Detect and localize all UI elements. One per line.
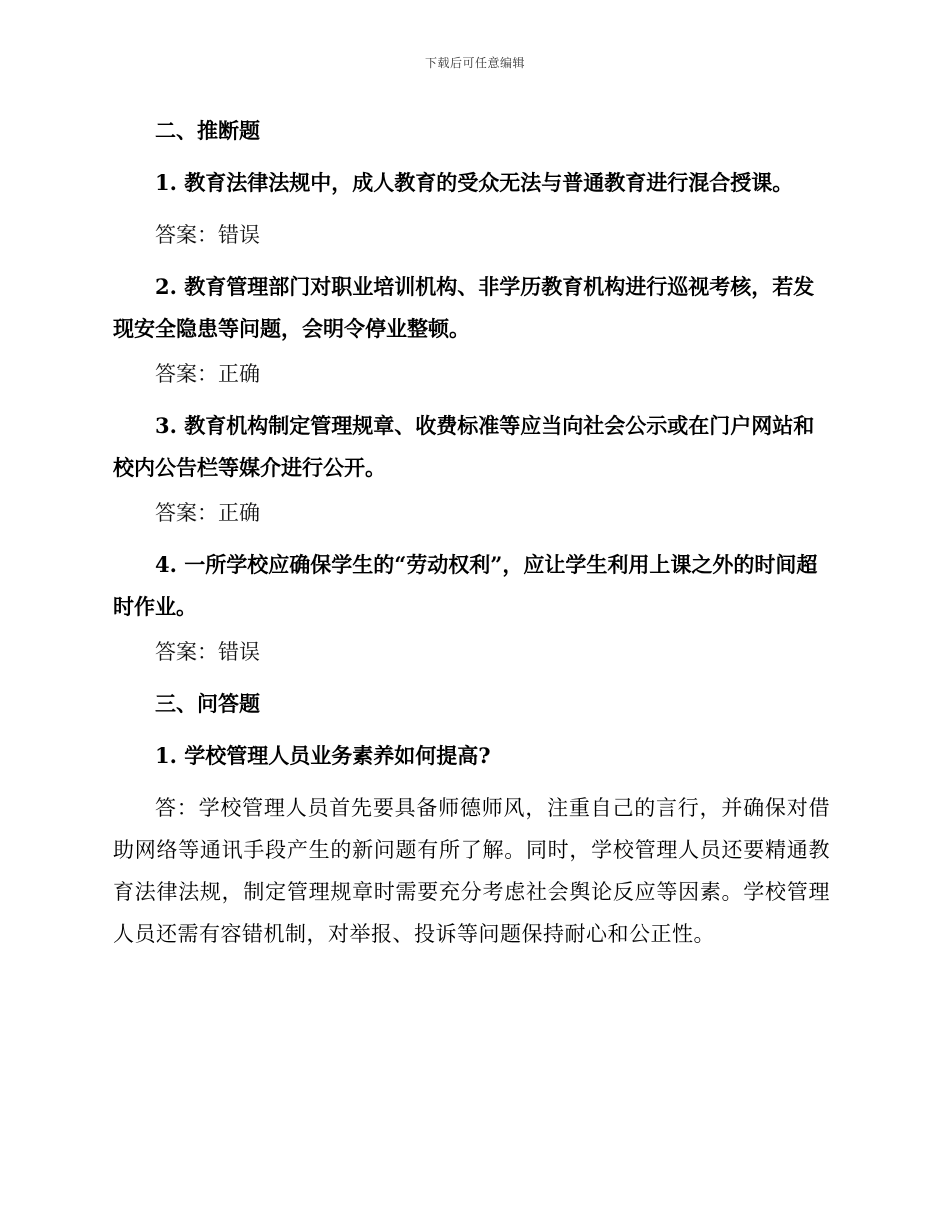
judgment-answer-4: 答案：错误 [155, 640, 260, 664]
judgment-question-3: 3. 教育机构制定管理规章、收费标准等应当向社会公示或在门户网站和校内公告栏等媒介进行公开。 [113, 413, 815, 480]
section-title-qa: 三、问答题 [155, 691, 260, 716]
section-title-judgment: 二、推断题 [155, 118, 260, 143]
document-body [113, 110, 830, 955]
qa-answer-1: 答：学校管理人员首先要具备师德师风，注重自己的言行，并确保对借助网络等通讯手段产生的新问题有所了解。同时，学校管理人员还要精通教育法律法规，制定管理规章时需要充分考虑社会舆论反应等因素。学校管理人员还需有容错机制，对举报、投诉等问题保持耐心和公正性。 [113, 796, 830, 946]
judgment-answer-2: 答案：正确 [155, 362, 260, 386]
judgment-question-1: 1. 教育法律法规中，成人教育的受众无法与普通教育进行混合授课。 [155, 170, 794, 195]
page-header: 下载后可任意编辑 [424, 56, 525, 70]
judgment-answer-3: 答案：正确 [155, 501, 260, 525]
judgment-question-4: 4. 一所学校应确保学生的“劳动权利”，应让学生利用上课之外的时间超时作业。 [113, 552, 818, 619]
judgment-answer-1: 答案：错误 [155, 223, 260, 247]
qa-question-1: 1. 学校管理人员业务素养如何提高? [155, 743, 491, 768]
judgment-question-2: 2. 教育管理部门对职业培训机构、非学历教育机构进行巡视考核，若发现安全隐患等问题，会明令停业整顿。 [113, 274, 815, 341]
